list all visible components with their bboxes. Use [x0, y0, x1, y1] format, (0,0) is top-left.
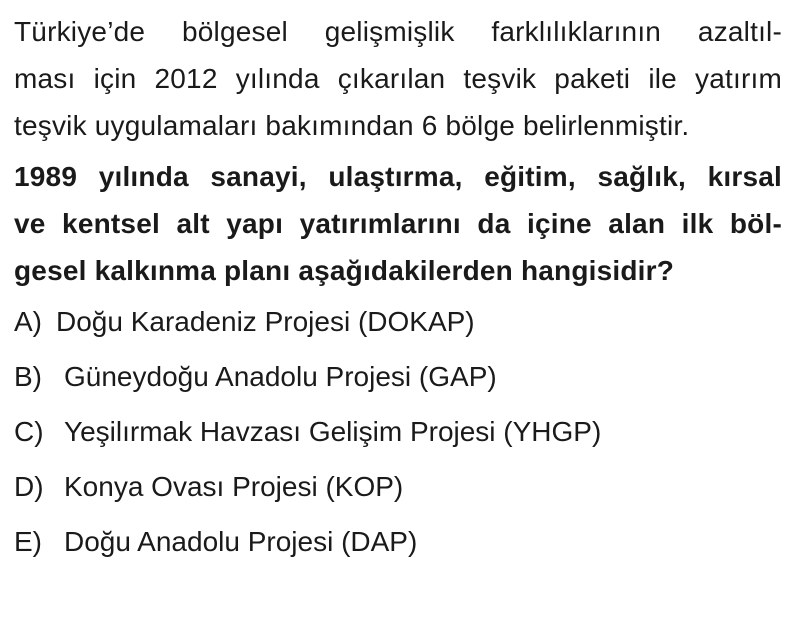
option-text: Konya Ovası Projesi (KOP)	[64, 471, 404, 502]
option-letter: D)	[14, 471, 44, 502]
option-letter: B)	[14, 361, 42, 392]
option-a[interactable]	[14, 294, 782, 349]
option-e[interactable]	[14, 514, 782, 569]
stem-line: 1989 yılında sanayi, ulaştırma, eğitim, sağlık, kırsal	[14, 161, 782, 192]
option-text: Doğu Karadeniz Projesi (DOKAP)	[56, 306, 475, 337]
passage-line: Türkiye’de bölgesel gelişmişlik farklılıklarının azaltıl-	[14, 16, 782, 47]
option-d[interactable]	[14, 459, 782, 514]
stem-line: gesel kalkınma planı aşağıdakilerden hangisidir?	[14, 255, 675, 286]
option-letter: C)	[14, 416, 44, 447]
answer-options	[14, 294, 782, 569]
stem-line: ve kentsel alt yapı yatırımlarını da içine alan ilk böl-	[14, 208, 782, 239]
option-text: Doğu Anadolu Projesi (DAP)	[64, 526, 418, 557]
question-stem	[14, 153, 782, 294]
option-text: Güneydoğu Anadolu Projesi (GAP)	[64, 361, 497, 392]
question-block	[14, 8, 782, 569]
passage-line: teşvik uygulamaları bakımından 6 bölge belirlenmiştir.	[14, 110, 690, 141]
option-text: Yeşilırmak Havzası Gelişim Projesi (YHGP)	[64, 416, 602, 447]
option-letter: E)	[14, 526, 42, 557]
passage-line: ması için 2012 yılında çıkarılan teşvik paketi ile yatırım	[14, 63, 782, 94]
question-passage	[14, 8, 782, 149]
option-b[interactable]	[14, 349, 782, 404]
option-c[interactable]	[14, 404, 782, 459]
option-letter: A)	[14, 306, 42, 337]
